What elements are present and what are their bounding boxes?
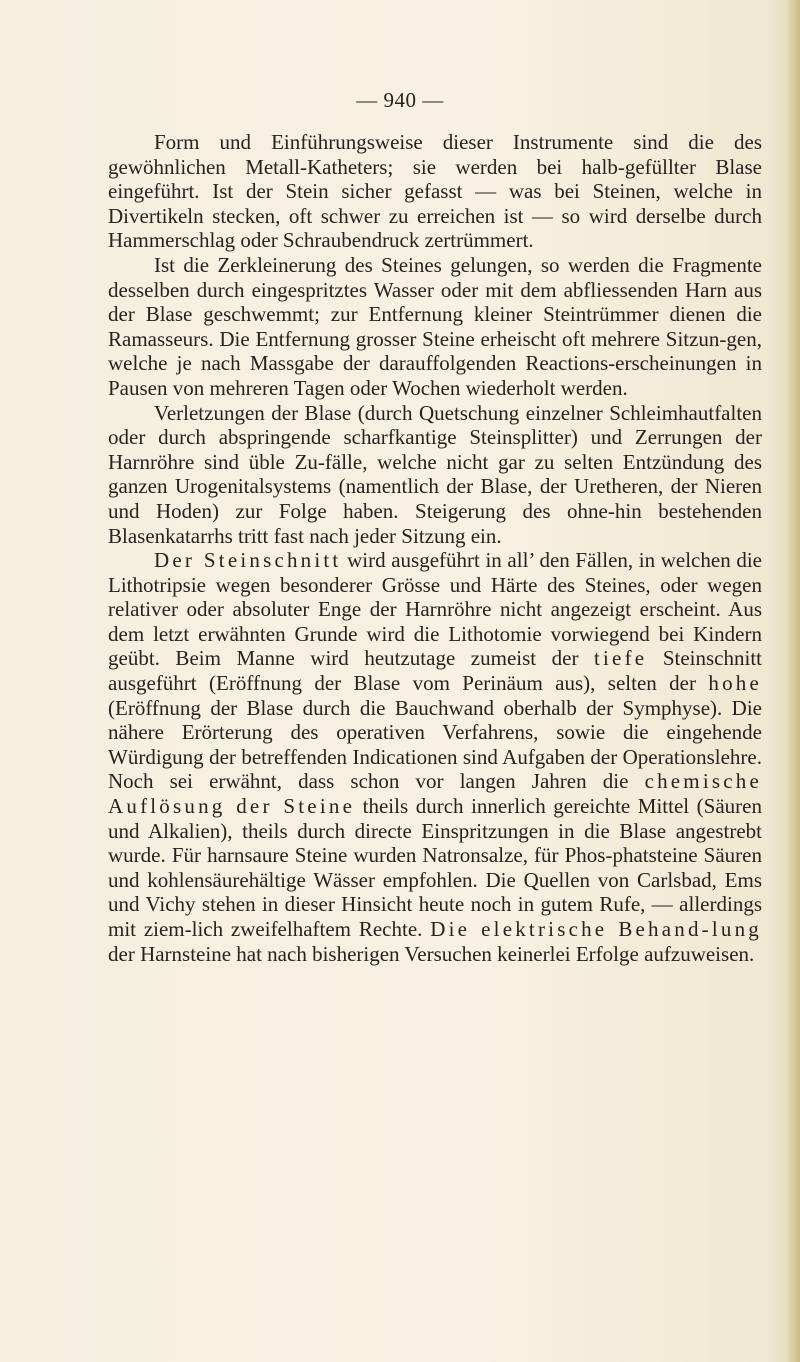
- spaced-term-tiefe: tiefe: [593, 646, 648, 671]
- text-run: theils durch innerlich gereichte Mittel (Säuren und Alkalien), theils durch directe Einspritzungen in die Blase angestrebt wurde. Für harnsaure Steine wurden Natronsalze, für Phos-phatsteine Säuren und kohlensäurehältige Wässer empfohlen. Die Quellen von Carlsbad, Ems und Vichy stehen in dieser Hinsicht heute noch in gutem Rufe, — allerdings mit ziem-lich zweifelhaftem Rechte.: [108, 794, 762, 941]
- body-text: [108, 130, 762, 966]
- paragraph-fragment-removal: [108, 253, 762, 401]
- text-run: Verletzungen der Blase (durch Quetschung einzelner Schleimhautfalten oder durch abspringende scharfkantige Steinsplitter) und Zerrungen der Harnröhre sind üble Zu-fälle, welche nicht gar zu selten Entzündung des ganzen Urogenitalsystems (namentlich der Blase, der Uretheren, der Nieren und Hoden) zur Folge haben. Steigerung des ohne-hin bestehenden Blasenkatarrhs tritt fast nach jeder Sitzung ein.: [108, 400, 762, 548]
- spaced-term-chemische-aufloesung: chemische Auflösung der Steine: [108, 769, 762, 819]
- text-run: (Eröffnung der Blase durch die Bauchwand oberhalb der Symphyse). Die nähere Erörterung des operativen Verfahrens, sowie die eingehende Würdigung der betreffenden Indicationen sind Aufgaben der Operationslehre. Noch sei erwähnt, dass schon vor langen Jahren die: [108, 695, 762, 794]
- spaced-term-steinschnitt: Der Steinschnitt: [154, 548, 342, 573]
- paragraph-complications: [108, 401, 762, 549]
- text-run: der Harnsteine hat nach bisherigen Versuchen keinerlei Erfolge aufzuweisen.: [108, 941, 755, 966]
- page-number: — 940 —: [356, 88, 444, 112]
- text-run: Steinschnitt ausgeführt (Eröffnung der Blase vom Perinäum aus), selten der: [108, 646, 762, 696]
- text-run: Form und Einführungsweise dieser Instrumente sind die des gewöhnlichen Metall-Katheters; sie werden bei halb-gefüllter Blase eingeführt. Ist der Stein sicher gefasst — was bei Steinen, welche in Divertikeln stecken, oft schwer zu erreichen ist — so wird derselbe durch Hammerschlag oder Schraubendruck zertrümmert.: [108, 130, 762, 253]
- spaced-term-elektrische-behandlung: Die elektrische Behand-lung: [430, 917, 762, 941]
- paragraph-instrument-use: [108, 130, 762, 253]
- spaced-term-hohe: hohe: [708, 671, 762, 696]
- paragraph-lithotomy: [108, 548, 762, 966]
- text-run: Ist die Zerkleinerung des Steines gelungen, so werden die Fragmente desselben durch eingespritztes Wasser oder mit dem abfliessenden Harn aus der Blase geschwemmt; zur Entfernung kleiner Steintrümmer dienen die Ramasseurs. Die Entfernung grosser Steine erheischt oft mehrere Sitzun-gen, welche je nach Massgabe der darauffolgenden Reactions-erscheinungen in Pausen von mehreren Tagen oder Wochen wiederholt werden.: [108, 252, 762, 400]
- page-edge-shadow: [786, 0, 800, 1362]
- text-run: wird ausgeführt in all’ den Fällen, in welchen die Lithotripsie wegen besonderer Grösse und Härte des Steines, oder wegen relativer oder absoluter Enge der Harnröhre nicht angezeigt erscheint. Aus dem letzt erwähnten Grunde wird die Lithotomie vorwiegend bei Kindern geübt. Beim Manne wird heutzutage zumeist der: [108, 548, 762, 671]
